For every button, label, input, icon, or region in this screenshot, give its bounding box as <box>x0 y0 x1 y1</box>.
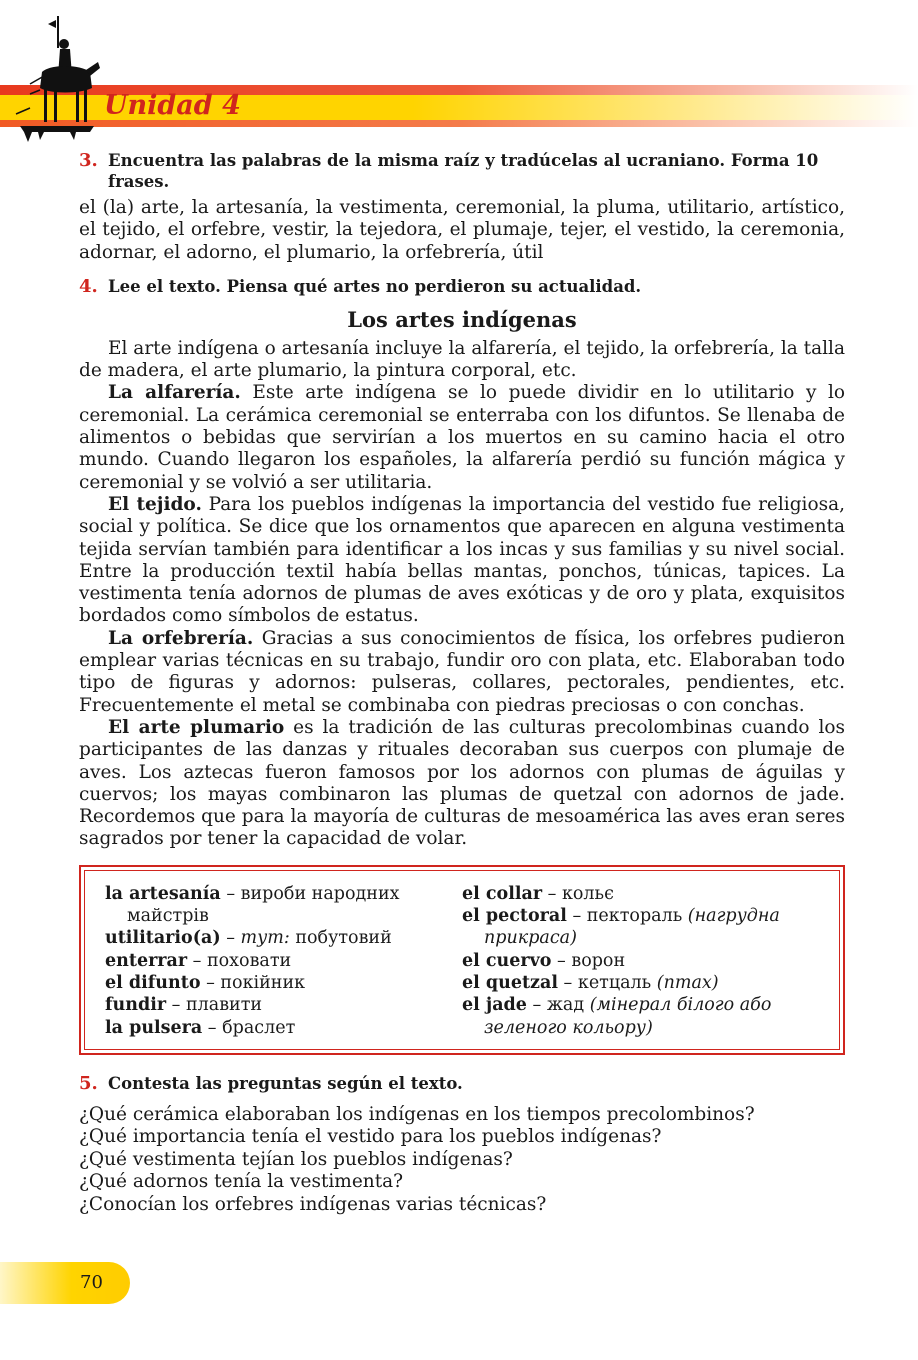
paragraph-heading: El tejido. <box>108 493 202 515</box>
vocab-definition: пектораль <box>586 906 688 927</box>
don-quixote-logo <box>10 14 102 144</box>
vocabulary-entry <box>105 883 462 928</box>
vocabulary-entry <box>105 994 462 1016</box>
paragraph-body: Gracias a sus conocimientos de física, los orfebres pudieron emplear varias técnicas en su trabajo, fundir oro con plata, etc. Elaboraban todo tipo de figuras y adornos: pulseras, collares, pectorales, pendientes, etc. Frecuentemente el metal se combinaba con piedras preciosas o con conchas. <box>79 627 845 716</box>
article-paragraph <box>79 628 845 717</box>
vocabulary-entry <box>105 972 462 994</box>
task-4-instruction <box>79 276 845 297</box>
page-number: 70 <box>80 1272 103 1293</box>
vocabulary-box-inner <box>84 870 840 1050</box>
article-paragraph <box>79 494 845 628</box>
vocab-term: fundir <box>105 995 167 1016</box>
vocab-definition: плавити <box>185 995 263 1016</box>
paragraph-body: Este arte indígena se lo puede dividir en lo utilitario y lo ceremonial. La cerámica ceremonial se enterraba con los difuntos. Se llenaba de alimentos o bebidas que servirían a los muertos en su camino hacia el otro mundo. Cuando llegaron los españoles, la alfarería perdió su función mágica y ceremonial y se volvió a ser utilitaria. <box>79 382 845 493</box>
vocab-dash: – <box>187 950 207 971</box>
vocab-definition: поховати <box>206 950 292 971</box>
vocab-definition: браслет <box>222 1017 296 1038</box>
task-3-instruction <box>79 150 845 192</box>
article-intro: El arte indígena o artesanía incluye la alfarería, el tejido, la orfebrería, la talla de madera, el arte plumario, la pintura corporal, etc. <box>79 337 845 382</box>
question-list <box>79 1104 845 1217</box>
page-content <box>79 150 845 1216</box>
question-item: ¿Qué vestimenta tejían los pueblos indígenas? <box>79 1148 513 1170</box>
task-5-instruction <box>79 1073 845 1094</box>
vocab-term: el cuervo <box>462 950 552 971</box>
vocabulary-entry <box>462 994 819 1039</box>
vocab-note: (нагрудна прикраса) <box>484 906 780 949</box>
task-number: 5. <box>79 1072 98 1094</box>
task-number: 3. <box>79 150 98 171</box>
vocabulary-column-right <box>462 883 819 1039</box>
vocabulary-entry <box>462 905 819 950</box>
vocab-definition: кетцаль <box>577 972 657 993</box>
paragraph-heading: La alfarería. <box>108 382 241 404</box>
task-text: Contesta las preguntas según el texto. <box>108 1073 463 1093</box>
header-band-bottom-stripe <box>0 120 918 127</box>
vocabulary-entry <box>105 1017 462 1039</box>
question-item: ¿Qué cerámica elaboraban los indígenas en los tiempos precolombinos? <box>79 1103 755 1125</box>
vocabulary-entry <box>105 927 462 949</box>
paragraph-heading: El arte plumario <box>108 716 285 738</box>
vocab-dash: – <box>542 883 562 904</box>
article-paragraph <box>79 717 845 851</box>
vocab-dash: – <box>566 906 587 927</box>
vocab-dash: – <box>200 972 221 993</box>
page-number-tab <box>0 1262 130 1304</box>
vocab-note: (мінерал білого або зеленого кольору) <box>484 995 772 1038</box>
task-3-word-list: el (la) arte, la artesanía, la vestimenta, ceremonial, la pluma, utilitario, artístico, el tejido, el orfebre, vestir, la tejedora, el plumaje, tejer, el vestido, la ceremonia, adornar, el adorno, el plumario, la orfebrería, útil <box>79 197 845 263</box>
vocab-term: el jade <box>462 995 527 1016</box>
question-item: ¿Conocían los orfebres indígenas varias técnicas? <box>79 1193 547 1215</box>
vocab-definition: ворон <box>571 950 626 971</box>
vocab-dash: – <box>557 972 578 993</box>
vocab-definition: кольє <box>561 883 614 904</box>
vocab-term: enterrar <box>105 950 188 971</box>
article-paragraph <box>79 382 845 493</box>
vocab-definition: побутовий <box>295 928 392 949</box>
vocab-term: la artesanía <box>105 883 221 904</box>
vocab-term: el collar <box>462 883 543 904</box>
paragraph-body: es la tradición de las culturas precolombinas cuando los participantes de las danzas y rituales decoraban sus cuerpos con plumaje de aves. Los aztecas fueron famosos por los adornos con plumas de águilas y cuervos; los mayas combinaron las plumas de quetzal con adornos de jade. Recordemos que para la mayoría de culturas de mesoamérica las aves eran seres sagrados por tener la capacidad de volar. <box>79 716 846 850</box>
vocab-dash: – <box>551 950 572 971</box>
vocab-dash: – <box>220 883 241 904</box>
article-title: Los artes indígenas <box>347 306 577 332</box>
question-item: ¿Qué importancia tenía el vestido para los pueblos indígenas? <box>79 1126 662 1148</box>
unit-title: Unidad 4 <box>104 90 241 121</box>
vocabulary-entry <box>462 883 819 905</box>
vocabulary-column-left <box>105 883 462 1039</box>
vocab-definition: покійник <box>220 972 306 993</box>
task-text: Lee el texto. Piensa qué artes no perdieron su actualidad. <box>108 276 642 296</box>
vocab-dash: – <box>220 928 241 949</box>
vocabulary-entry <box>105 950 462 972</box>
question-item: ¿Qué adornos tenía la vestimenta? <box>79 1171 404 1193</box>
vocab-term: el difunto <box>105 972 201 993</box>
vocabulary-entry <box>462 972 819 994</box>
task-number: 4. <box>79 275 98 297</box>
vocab-dash: – <box>202 1017 223 1038</box>
vocab-definition: жад <box>546 995 590 1016</box>
paragraph-heading: La orfebrería. <box>108 627 254 649</box>
vocab-dash: – <box>526 995 547 1016</box>
vocab-dash: – <box>166 995 186 1016</box>
task-text: Encuentra las palabras de la misma raíz y tradúcelas al ucraniano. Forma 10 frases. <box>108 151 819 191</box>
vocabulary-entry <box>462 950 819 972</box>
vocab-term: el pectoral <box>462 906 567 927</box>
vocabulary-box <box>79 865 845 1055</box>
vocab-definition: вироби народних майстрів <box>127 883 400 927</box>
paragraph-body: Para los pueblos indígenas la importancia del vestido fue religiosa, social y política. Se dice que los ornamentos que aparecen en alguna vestimenta tejida servían también para identificar a los incas y sus familias y su nivel social. Entre la producción textil había bellas mantas, ponchos, túnicas, tapices. La vestimenta tenía adornos de plumas de aves exóticas y de oro y plata, exquisitos bordados como símbolos de estatus. <box>79 493 846 627</box>
vocab-note: (птах) <box>656 972 719 993</box>
vocab-term: utilitario(a) <box>105 928 221 949</box>
vocab-term: el quetzal <box>462 972 558 993</box>
vocab-note: тут: <box>240 928 296 949</box>
vocab-term: la pulsera <box>105 1017 203 1038</box>
